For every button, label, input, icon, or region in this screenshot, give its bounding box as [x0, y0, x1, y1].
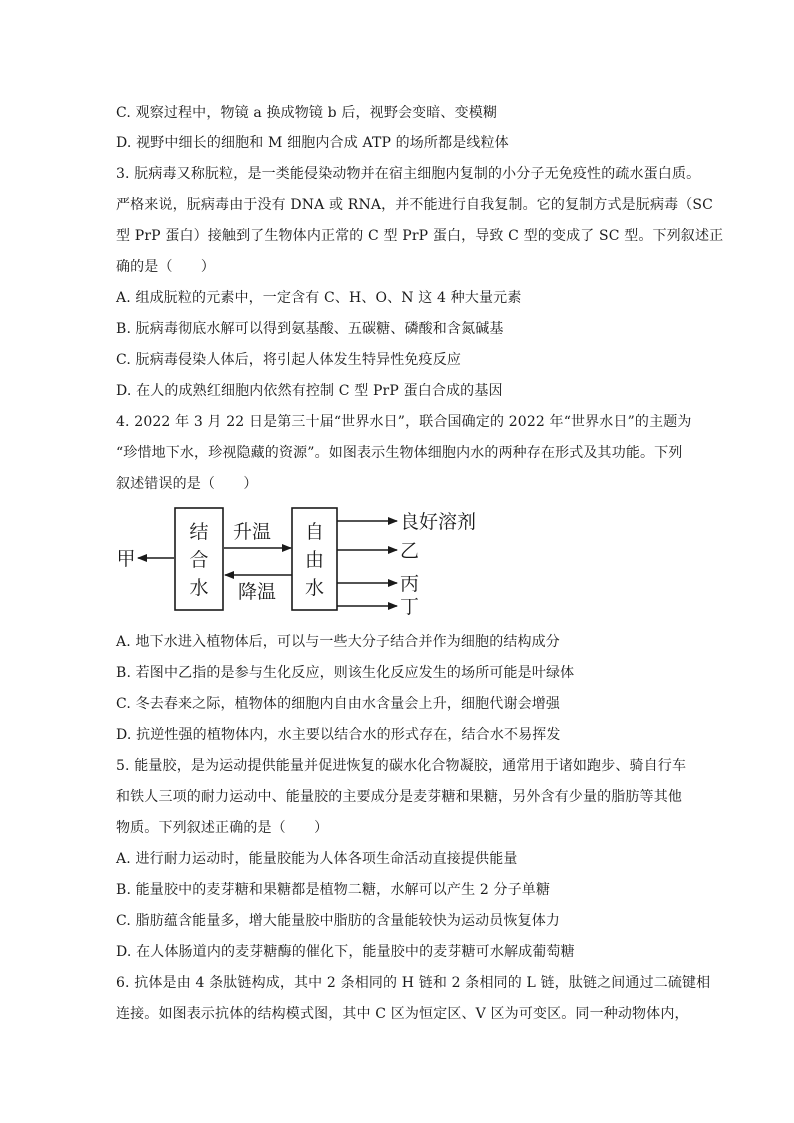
q6-stem-line-2: 连接。如图表示抗体的结构模式图，其中 C 区为恒定区、V 区为可变区。同一种动物体内，	[116, 1006, 689, 1022]
q3-stem-line-1: 3. 朊病毒又称朊粒，是一类能侵染动物并在宿主细胞内复制的小分子无免疫性的疏水蛋白质。	[116, 166, 701, 182]
q4-stem-line-1: 4. 2022 年 3 月 22 日是第三十届“世界水日”，联合国确定的 2022 年“世界水日”的主题为	[116, 414, 692, 430]
q3-stem-line-4: 确的是（ ）	[116, 259, 216, 275]
q2-option-c: C. 观察过程中，物镜 a 换成物镜 b 后，视野会变暗、变模糊	[116, 105, 498, 121]
q3-option-b: B. 朊病毒彻底水解可以得到氨基酸、五碳糖、磷酸和含氮碱基	[116, 321, 504, 337]
output-ding: 丁	[400, 596, 420, 618]
q6-stem-line-1: 6. 抗体是由 4 条肽链构成，其中 2 条相同的 H 链和 2 条相同的 L 链，肽链之间通过二硫键相	[116, 975, 711, 991]
q5-stem-line-3: 物质。下列叙述正确的是（ ）	[116, 820, 329, 836]
output-bing: 丙	[400, 573, 420, 595]
q4-option-b: B. 若图中乙指的是参与生化反应，则该生化反应发生的场所可能是叶绿体	[116, 665, 575, 681]
q4-option-d: D. 抗逆性强的植物体内，水主要以结合水的形式存在，结合水不易挥发	[116, 727, 561, 743]
q5-stem-line-2: 和铁人三项的耐力运动中、能量胶的主要成分是麦芽糖和果糖，另外含有少量的脂肪等其他	[116, 789, 682, 805]
q5-option-b: B. 能量胶中的麦芽糖和果糖都是植物二糖，水解可以产生 2 分子单糖	[116, 882, 551, 898]
bound-water-char-1: 结	[189, 521, 209, 543]
water-forms-diagram	[112, 500, 512, 620]
output-jia: 甲	[116, 548, 136, 570]
q4-stem-line-2: “珍惜地下水，珍视隐藏的资源”。如图表示生物体细胞内水的两种存在形式及其功能。下列	[116, 445, 683, 461]
q4-stem-line-3: 叙述错误的是（ ）	[116, 476, 258, 492]
q5-stem-line-1: 5. 能量胶，是为运动提供能量并促进恢复的碳水化合物凝胶，通常用于诸如跑步、骑自行车	[116, 758, 687, 774]
free-water-char-3: 水	[304, 577, 325, 599]
cooling-label: 降温	[237, 581, 277, 603]
q4-option-a: A. 地下水进入植物体后，可以与一些大分子结合并作为细胞的结构成分	[116, 634, 560, 650]
q3-option-d: D. 在人的成熟红细胞内依然有控制 C 型 PrP 蛋白合成的基因	[116, 383, 503, 399]
output-good-solvent: 良好溶剂	[400, 511, 477, 533]
bound-water-char-2: 合	[189, 549, 209, 571]
q5-option-d: D. 在人体肠道内的麦芽糖酶的催化下，能量胶中的麦芽糖可水解成葡萄糖	[116, 944, 575, 960]
q3-option-c: C. 朊病毒侵染人体后，将引起人体发生特异性免疫反应	[116, 352, 462, 368]
free-water-char-2: 由	[304, 549, 325, 571]
bound-water-char-3: 水	[189, 577, 209, 599]
water-forms-svg	[112, 500, 512, 620]
free-water-char-1: 自	[304, 521, 325, 543]
q3-stem-line-3: 型 PrP 蛋白）接触到了生物体内正常的 C 型 PrP 蛋白，导致 C 型的变成了 SC 型。下列叙述正	[116, 228, 724, 244]
q5-option-a: A. 进行耐力运动时，能量胶能为人体各项生命活动直接提供能量	[116, 851, 518, 867]
heating-label: 升温	[232, 521, 272, 543]
output-yi: 乙	[400, 540, 420, 562]
q3-stem-line-2: 严格来说，朊病毒由于没有 DNA 或 RNA，并不能进行自我复制。它的复制方式是朊病毒（SC	[116, 197, 714, 213]
q5-option-c: C. 脂肪蕴含能量多，增大能量胶中脂肪的含量能较快为运动员恢复体力	[116, 913, 561, 929]
q3-option-a: A. 组成朊粒的元素中，一定含有 C、H、O、N 这 4 种大量元素	[116, 290, 522, 306]
q4-option-c: C. 冬去春来之际，植物体的细胞内自由水含量会上升，细胞代谢会增强	[116, 696, 561, 712]
q2-option-d: D. 视野中细长的细胞和 M 细胞内合成 ATP 的场所都是线粒体	[116, 135, 509, 151]
